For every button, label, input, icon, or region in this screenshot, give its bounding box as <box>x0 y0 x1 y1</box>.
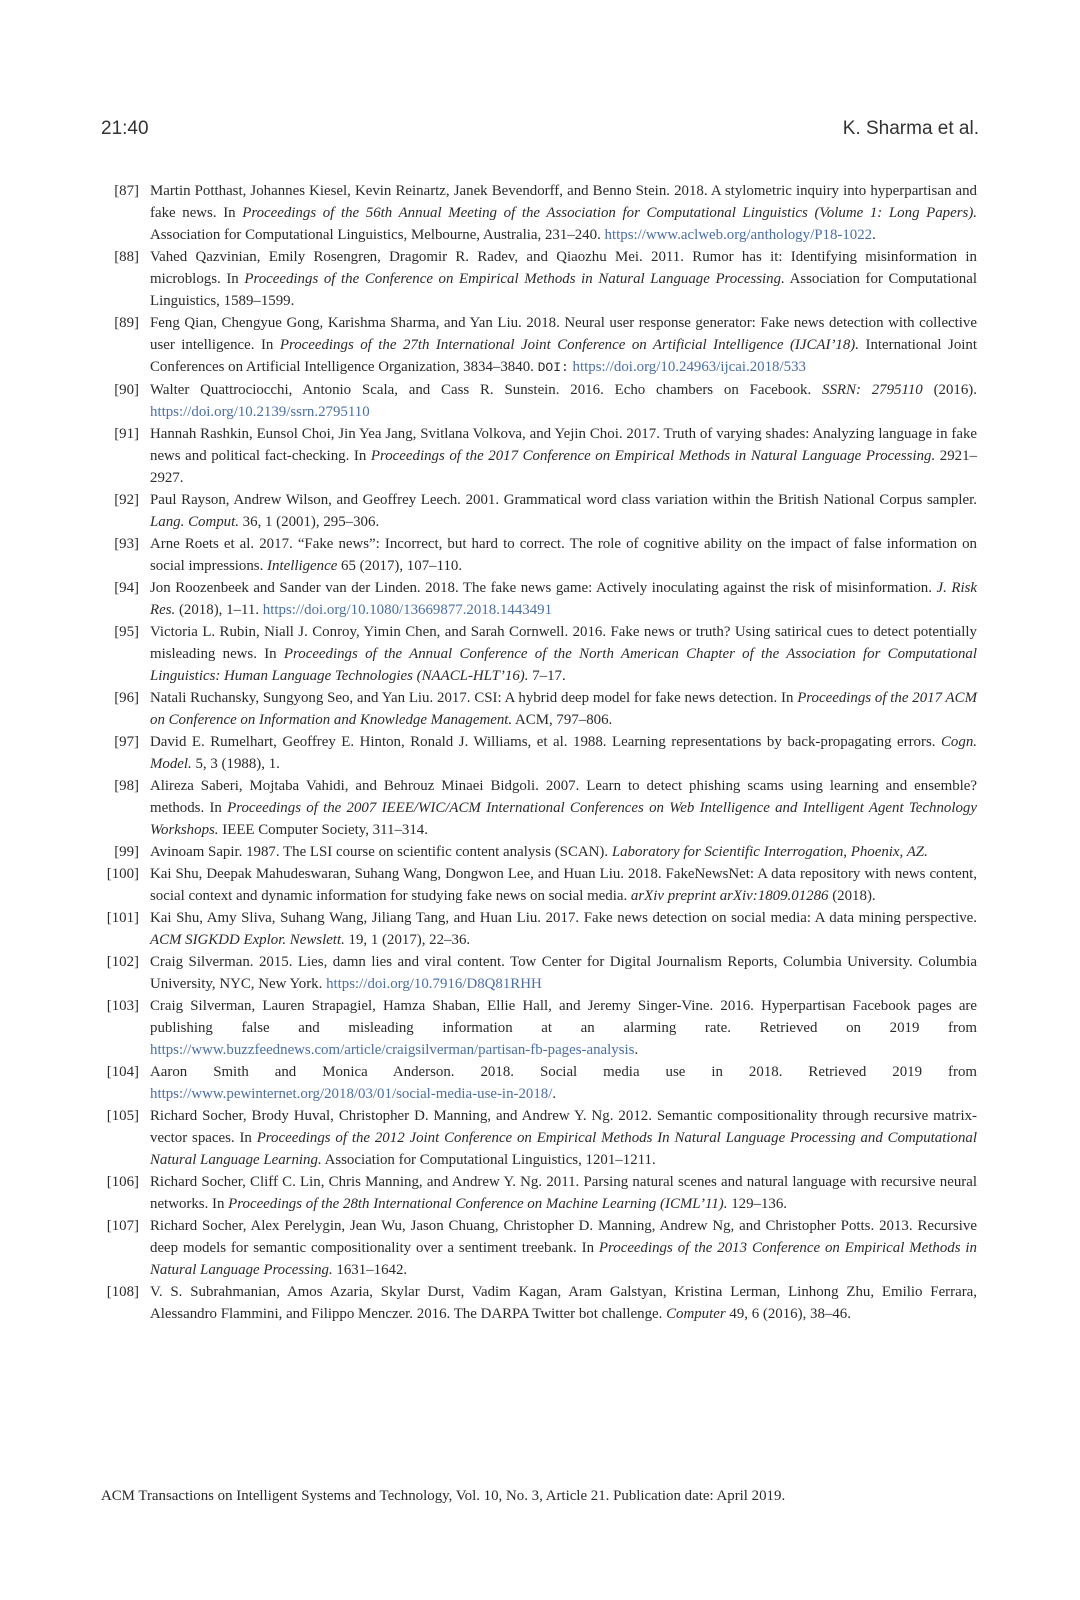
reference-venue: Proceedings of the 2007 IEEE/WIC/ACM International Conferences on Web Intelligence and Intelligent Agent Technology Workshops. <box>150 800 977 838</box>
reference-venue: arXiv preprint arXiv:1809.01286 <box>630 888 829 904</box>
reference-number: [91] <box>114 426 139 442</box>
reference-number: [105] <box>106 1108 139 1124</box>
reference-number: [101] <box>106 910 139 926</box>
reference-text: Natali Ruchansky, Sungyong Seo, and Yan Liu. 2017. CSI: A hybrid deep model for fake news detection. In <box>150 690 798 706</box>
reference-text: Richard Socher, Brody Huval, Christopher D. Manning, and Andrew Y. Ng. 2012. Semantic compositionality through recursive matrix-vector spaces. In <box>150 1108 977 1146</box>
reference-venue: Proceedings of the 28th International Conference on Machine Learning (ICML’11). <box>228 1196 728 1212</box>
reference-text: Richard Socher, Cliff C. Lin, Chris Manning, and Andrew Y. Ng. 2011. Parsing natural scenes and natural language with recursive neural networks. In <box>150 1174 977 1212</box>
reference-text: 7–17. <box>528 668 566 684</box>
reference-number: [100] <box>106 866 139 882</box>
reference-text: Jon Roozenbeek and Sander van der Linden. 2018. The fake news game: Actively inoculating against the risk of misinformation. <box>150 580 937 596</box>
reference-number: [106] <box>106 1174 139 1190</box>
reference-item <box>101 687 977 731</box>
reference-text: Aaron Smith and Monica Anderson. 2018. Social media use in 2018. Retrieved 2019 from <box>150 1064 977 1080</box>
reference-number: [97] <box>114 734 139 750</box>
reference-item <box>101 907 977 951</box>
reference-venue: Lang. Comput. <box>150 514 239 530</box>
reference-text: Craig Silverman. 2015. Lies, damn lies and viral content. Tow Center for Digital Journalism Reports, Columbia University. Columbia University, NYC, New York. <box>150 954 977 992</box>
reference-link[interactable]: https://www.pewinternet.org/2018/03/01/social-media-use-in-2018/ <box>150 1086 553 1102</box>
reference-text: 49, 6 (2016), 38–46. <box>725 1306 851 1322</box>
reference-text: (2018). <box>828 888 876 904</box>
reference-text: (2016). <box>922 382 977 398</box>
reference-item <box>101 1215 977 1281</box>
reference-item <box>101 731 977 775</box>
reference-venue: Intelligence <box>267 558 338 574</box>
reference-text: Victoria L. Rubin, Niall J. Conroy, Yimin Chen, and Sarah Cornwell. 2016. Fake news or truth? Using satirical cues to detect potentially misleading news. In <box>150 624 977 662</box>
reference-item <box>101 1061 977 1105</box>
reference-text: Walter Quattrociocchi, Antonio Scala, and Cass R. Sunstein. 2016. Echo chambers on Facebook. <box>150 382 823 398</box>
reference-item <box>101 863 977 907</box>
reference-venue: J. Risk Res. <box>150 580 977 618</box>
reference-item <box>101 1171 977 1215</box>
reference-item <box>101 246 977 312</box>
reference-text: Arne Roets et al. 2017. “Fake news”: Incorrect, but hard to correct. The role of cognitive ability on the impact of false information on social impressions. <box>150 536 977 574</box>
reference-item <box>101 1281 977 1325</box>
reference-text: Association for Computational Linguistics, 1201–1211. <box>321 1152 656 1168</box>
running-authors: K. Sharma et al. <box>842 118 979 139</box>
reference-text: 2921–2927. <box>150 448 977 486</box>
reference-number: [104] <box>106 1064 139 1080</box>
reference-link[interactable]: https://www.aclweb.org/anthology/P18-1022 <box>604 227 873 243</box>
reference-item <box>101 841 977 863</box>
reference-number: [95] <box>114 624 139 640</box>
reference-item <box>101 423 977 489</box>
journal-footer: ACM Transactions on Intelligent Systems and Technology, Vol. 10, No. 3, Article 21. Publication date: April 2019. <box>101 1488 786 1504</box>
reference-link[interactable]: https://doi.org/10.7916/D8Q81RHH <box>326 976 542 992</box>
reference-item <box>101 180 977 246</box>
reference-text: Richard Socher, Alex Perelygin, Jean Wu, Jason Chuang, Christopher D. Manning, Andrew Ng, and Christopher Potts. 2013. Recursive deep models for semantic compositionality over a sentiment treebank. In <box>150 1218 977 1256</box>
reference-text: Association for Computational Linguistics, Melbourne, Australia, 231–240. <box>150 227 605 243</box>
reference-venue: Proceedings of the Conference on Empirical Methods in Natural Language Processing. <box>244 271 785 287</box>
reference-item <box>101 621 977 687</box>
reference-text: . <box>634 1042 639 1058</box>
reference-item <box>101 775 977 841</box>
reference-number: [98] <box>114 778 139 794</box>
reference-venue: Computer <box>666 1306 726 1322</box>
reference-item <box>101 489 977 533</box>
reference-text: Craig Silverman, Lauren Strapagiel, Hamza Shaban, Ellie Hall, and Jeremy Singer-Vine. 2016. Hyperpartisan Facebook pages are publishing false and misleading information at an alarming rate. Retrieved on 2019 from <box>150 998 977 1036</box>
reference-text: Hannah Rashkin, Eunsol Choi, Jin Yea Jang, Svitlana Volkova, and Yejin Choi. 2017. Truth of varying shades: Analyzing language in fake news and political fact-checking. In <box>150 426 977 464</box>
reference-text: Kai Shu, Amy Sliva, Suhang Wang, Jiliang Tang, and Huan Liu. 2017. Fake news detection on social media: A data mining perspective. <box>150 910 977 926</box>
running-header <box>101 118 979 140</box>
reference-number: [96] <box>114 690 139 706</box>
reference-venue: Proceedings of the 2017 Conference on Empirical Methods in Natural Language Processing. <box>370 448 936 464</box>
reference-number: [103] <box>106 998 139 1014</box>
reference-text: David E. Rumelhart, Geoffrey E. Hinton, Ronald J. Williams, et al. 1988. Learning representations by back-propagating errors. <box>150 734 941 750</box>
reference-number: [108] <box>106 1284 139 1300</box>
reference-venue: Cogn. Model. <box>150 734 977 772</box>
reference-number: [87] <box>114 183 139 199</box>
reference-text: . <box>552 1086 557 1102</box>
reference-link[interactable]: https://www.buzzfeednews.com/article/craigsilverman/partisan-fb-pages-analysis <box>150 1042 635 1058</box>
reference-text: ACM, 797–806. <box>512 712 613 728</box>
reference-link[interactable]: https://doi.org/10.24963/ijcai.2018/533 <box>572 359 806 375</box>
reference-text: V. S. Subrahmanian, Amos Azaria, Skylar Durst, Vadim Kagan, Aram Galstyan, Kristina Lerman, Linhong Zhu, Emilio Ferrara, Alessandro Flammini, and Filippo Menczer. 2016. The DARPA Twitter bot challenge. <box>150 1284 977 1322</box>
reference-text: Kai Shu, Deepak Mahudeswaran, Suhang Wang, Dongwon Lee, and Huan Liu. 2018. FakeNewsNet: A data repository with news content, social context and dynamic information for studying fake news on social media. <box>150 866 977 904</box>
reference-item <box>101 379 977 423</box>
reference-item <box>101 1105 977 1171</box>
reference-text: Feng Qian, Chengyue Gong, Karishma Sharma, and Yan Liu. 2018. Neural user response generator: Fake news detection with collective user intelligence. In <box>150 315 977 353</box>
reference-venue: SSRN: 2795110 <box>822 382 923 398</box>
reference-text: . <box>872 227 876 243</box>
reference-number: [102] <box>106 954 139 970</box>
reference-link[interactable]: https://doi.org/10.1080/13669877.2018.1443491 <box>262 602 553 618</box>
reference-venue: Proceedings of the 2012 Joint Conference on Empirical Methods In Natural Language Processing and Computational Natural Language Learning. <box>150 1130 977 1168</box>
reference-text: Alireza Saberi, Mojtaba Vahidi, and Behrouz Minaei Bidgoli. 2007. Learn to detect phishing scams using learning and ensemble? methods. In <box>150 778 977 816</box>
page-number: 21:40 <box>101 118 149 139</box>
reference-number: [107] <box>106 1218 139 1234</box>
reference-text: Avinoam Sapir. 1987. The LSI course on scientific content analysis (SCAN). <box>150 844 612 860</box>
reference-number: [90] <box>114 382 139 398</box>
reference-number: [99] <box>114 844 139 860</box>
reference-item <box>101 312 977 379</box>
reference-number: [92] <box>114 492 139 508</box>
reference-text: 36, 1 (2001), 295–306. <box>238 514 380 530</box>
reference-item <box>101 951 977 995</box>
reference-text: 129–136. <box>727 1196 788 1212</box>
reference-number: [88] <box>114 249 139 265</box>
reference-venue: Proceedings of the 27th International Joint Conference on Artificial Intelligence (IJCAI’18). <box>279 337 859 353</box>
reference-number: [89] <box>114 315 139 331</box>
reference-text: Vahed Qazvinian, Emily Rosengren, Dragomir R. Radev, and Qiaozhu Mei. 2011. Rumor has it: Identifying misinformation in microblogs. In <box>150 249 977 287</box>
reference-text: International Joint Conferences on Artificial Intelligence Organization, 3834–3840. <box>150 337 978 375</box>
reference-link[interactable]: https://doi.org/10.2139/ssrn.2795110 <box>150 404 370 420</box>
reference-venue: ACM SIGKDD Explor. Newslett. <box>150 932 345 948</box>
reference-text: 65 (2017), 107–110. <box>337 558 463 574</box>
reference-number: [94] <box>114 580 139 596</box>
reference-number: [93] <box>114 536 139 552</box>
reference-text: DOI: <box>537 360 569 375</box>
reference-venue: Proceedings of the 2013 Conference on Empirical Methods in Natural Language Processing. <box>150 1240 978 1278</box>
reference-venue: Proceedings of the Annual Conference of the North American Chapter of the Association for Computational Linguistics: Human Language Technologies (NAACL-HLT’16). <box>150 646 977 684</box>
reference-venue: Proceedings of the 2017 ACM on Conference on Information and Knowledge Management. <box>150 690 977 728</box>
reference-item <box>101 533 977 577</box>
reference-text: 19, 1 (2017), 22–36. <box>344 932 471 948</box>
reference-item <box>101 995 977 1061</box>
reference-item <box>101 577 977 621</box>
reference-venue: Laboratory for Scientific Interrogation, Phoenix, AZ. <box>611 844 928 860</box>
reference-text: 1631–1642. <box>332 1262 408 1278</box>
reference-text: (2018), 1–11. <box>175 602 263 618</box>
reference-text: IEEE Computer Society, 311–314. <box>218 822 428 838</box>
reference-venue: Proceedings of the 56th Annual Meeting of the Association for Computational Linguistics (Volume 1: Long Papers). <box>242 205 978 221</box>
reference-text: 5, 3 (1988), 1. <box>191 756 280 772</box>
reference-text: Association for Computational Linguistics, 1589–1599. <box>150 271 977 309</box>
reference-text: Martin Potthast, Johannes Kiesel, Kevin Reinartz, Janek Bevendorff, and Benno Stein. 2018. A stylometric inquiry into hyperpartisan and fake news. In <box>150 183 977 221</box>
reference-text: Paul Rayson, Andrew Wilson, and Geoffrey Leech. 2001. Grammatical word class variation within the British National Corpus sampler. <box>150 492 977 508</box>
reference-list <box>101 180 977 1325</box>
